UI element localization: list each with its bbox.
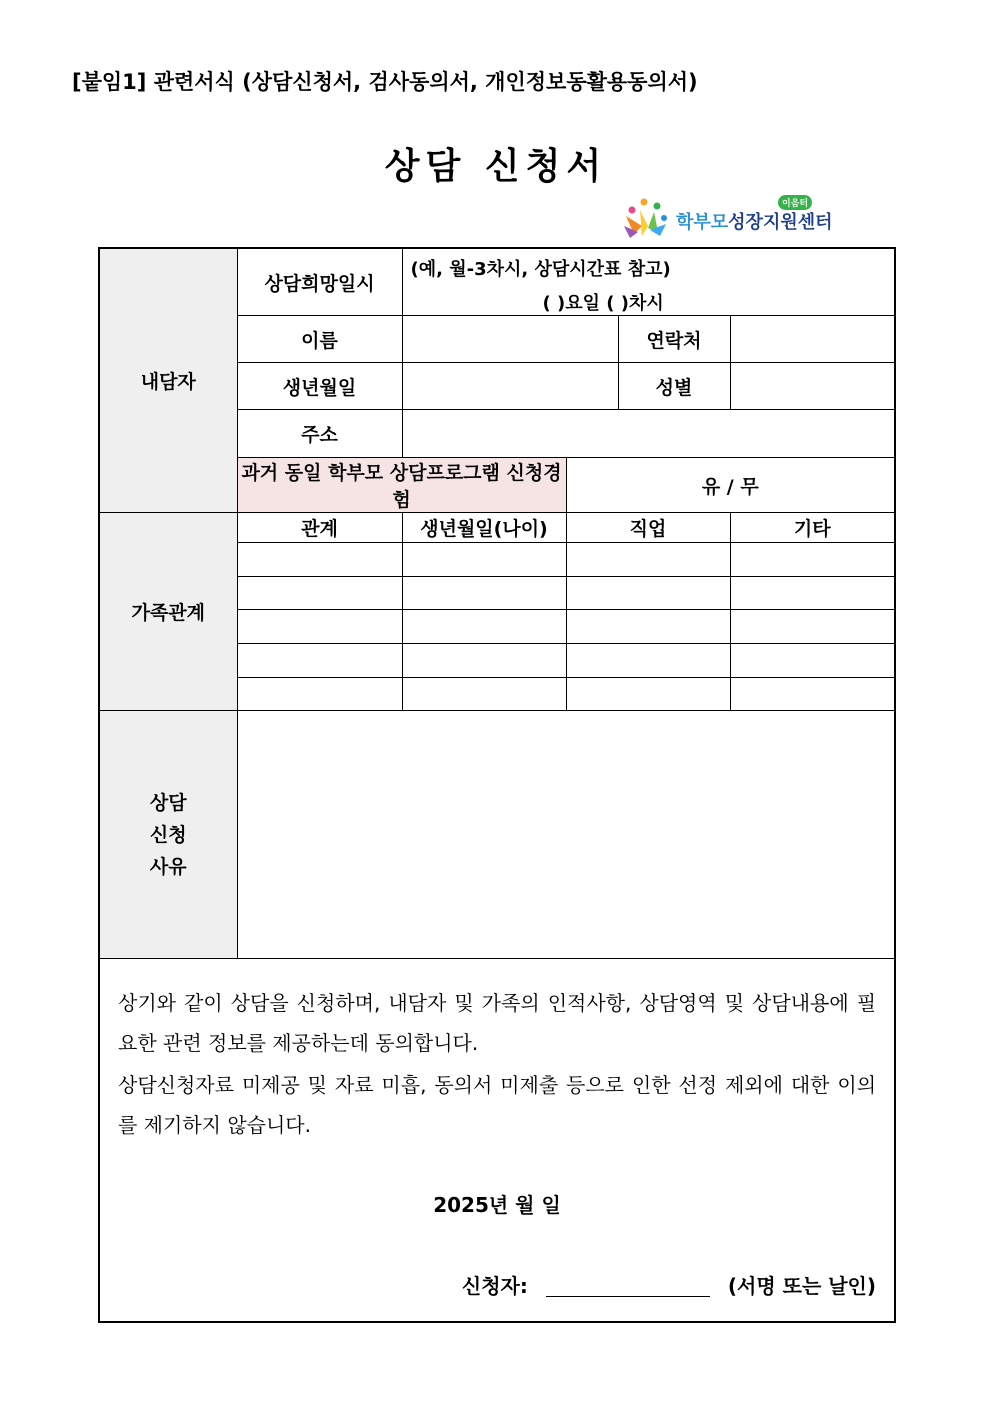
signature-line xyxy=(100,1270,876,1299)
application-form xyxy=(98,247,896,1323)
address-field[interactable] xyxy=(402,410,895,458)
reason-field[interactable] xyxy=(237,711,895,959)
logo-text-part2: 성장지원센터 xyxy=(728,212,833,233)
family-cell[interactable] xyxy=(402,644,566,678)
family-cell[interactable] xyxy=(237,678,402,711)
family-cell[interactable] xyxy=(402,543,566,577)
family-cell[interactable] xyxy=(566,610,730,644)
birth-field[interactable] xyxy=(402,363,618,410)
family-cell[interactable] xyxy=(566,678,730,711)
family-cell[interactable] xyxy=(730,644,895,678)
family-cell[interactable] xyxy=(566,577,730,610)
consent-date[interactable]: 2025년 월 일 xyxy=(433,1193,561,1217)
family-header-job: 직업 xyxy=(566,513,730,543)
logo-text xyxy=(676,208,833,234)
consent-paragraph-1: 상기와 같이 상담을 신청하며, 내담자 및 가족의 인적사항, 상담영역 및 상담내용에 필요한 관련 정보를 제공하는데 동의합니다. xyxy=(118,991,877,1055)
date-template: ( )요일 ( )차시 xyxy=(542,293,664,314)
contact-label: 연락처 xyxy=(618,316,730,363)
contact-field[interactable] xyxy=(730,316,895,363)
reason-section-label xyxy=(99,711,237,959)
family-cell[interactable] xyxy=(566,644,730,678)
date-label: 상담희망일시 xyxy=(237,248,402,316)
family-cell[interactable] xyxy=(730,577,895,610)
family-cell[interactable] xyxy=(237,610,402,644)
attachment-header: [붙임1] 관련서식 (상담신청서, 검사동의서, 개인정보동활용동의서) xyxy=(72,70,698,94)
page-title: 상담 신청서 xyxy=(384,146,608,187)
family-cell[interactable] xyxy=(402,678,566,711)
history-value[interactable]: 유 / 무 xyxy=(566,458,895,513)
date-field[interactable] xyxy=(402,248,895,316)
family-cell[interactable] xyxy=(566,543,730,577)
signer-label: 신청자: xyxy=(461,1274,528,1298)
center-logo xyxy=(620,196,840,240)
family-header-etc: 기타 xyxy=(730,513,895,543)
family-cell[interactable] xyxy=(730,543,895,577)
gender-label: 성별 xyxy=(618,363,730,410)
logo-tag: 이음터 xyxy=(778,195,812,210)
birth-label: 생년월일 xyxy=(237,363,402,410)
people-logo-icon xyxy=(620,196,672,240)
gender-field[interactable] xyxy=(730,363,895,410)
reason-label-line: 상담 xyxy=(149,791,187,814)
name-label: 이름 xyxy=(237,316,402,363)
date-hint: (예, 월-3차시, 상담시간표 참고) xyxy=(410,259,671,280)
family-cell[interactable] xyxy=(730,678,895,711)
family-section-label: 가족관계 xyxy=(99,513,237,711)
name-field[interactable] xyxy=(402,316,618,363)
reason-label-line: 신청 xyxy=(149,823,187,846)
family-header-birth: 생년월일(나이) xyxy=(402,513,566,543)
family-header-relation: 관계 xyxy=(237,513,402,543)
signature-field[interactable] xyxy=(546,1274,710,1297)
consent-paragraph-2: 상담신청자료 미제공 및 자료 미흡, 동의서 미제출 등으로 인한 선정 제외에 대한 이의를 제기하지 않습니다. xyxy=(118,1073,877,1137)
family-cell[interactable] xyxy=(237,543,402,577)
client-section-label: 내담자 xyxy=(99,248,237,513)
address-label: 주소 xyxy=(237,410,402,458)
history-label: 과거 동일 학부모 상담프로그램 신청경험 xyxy=(237,458,566,513)
consent-block xyxy=(99,959,895,1323)
family-cell[interactable] xyxy=(402,610,566,644)
family-cell[interactable] xyxy=(237,577,402,610)
family-cell[interactable] xyxy=(237,644,402,678)
family-cell[interactable] xyxy=(730,610,895,644)
reason-label-line: 사유 xyxy=(149,855,187,878)
logo-text-part1: 학부모 xyxy=(676,212,729,233)
signature-note: (서명 또는 날인) xyxy=(727,1274,877,1298)
family-cell[interactable] xyxy=(402,577,566,610)
